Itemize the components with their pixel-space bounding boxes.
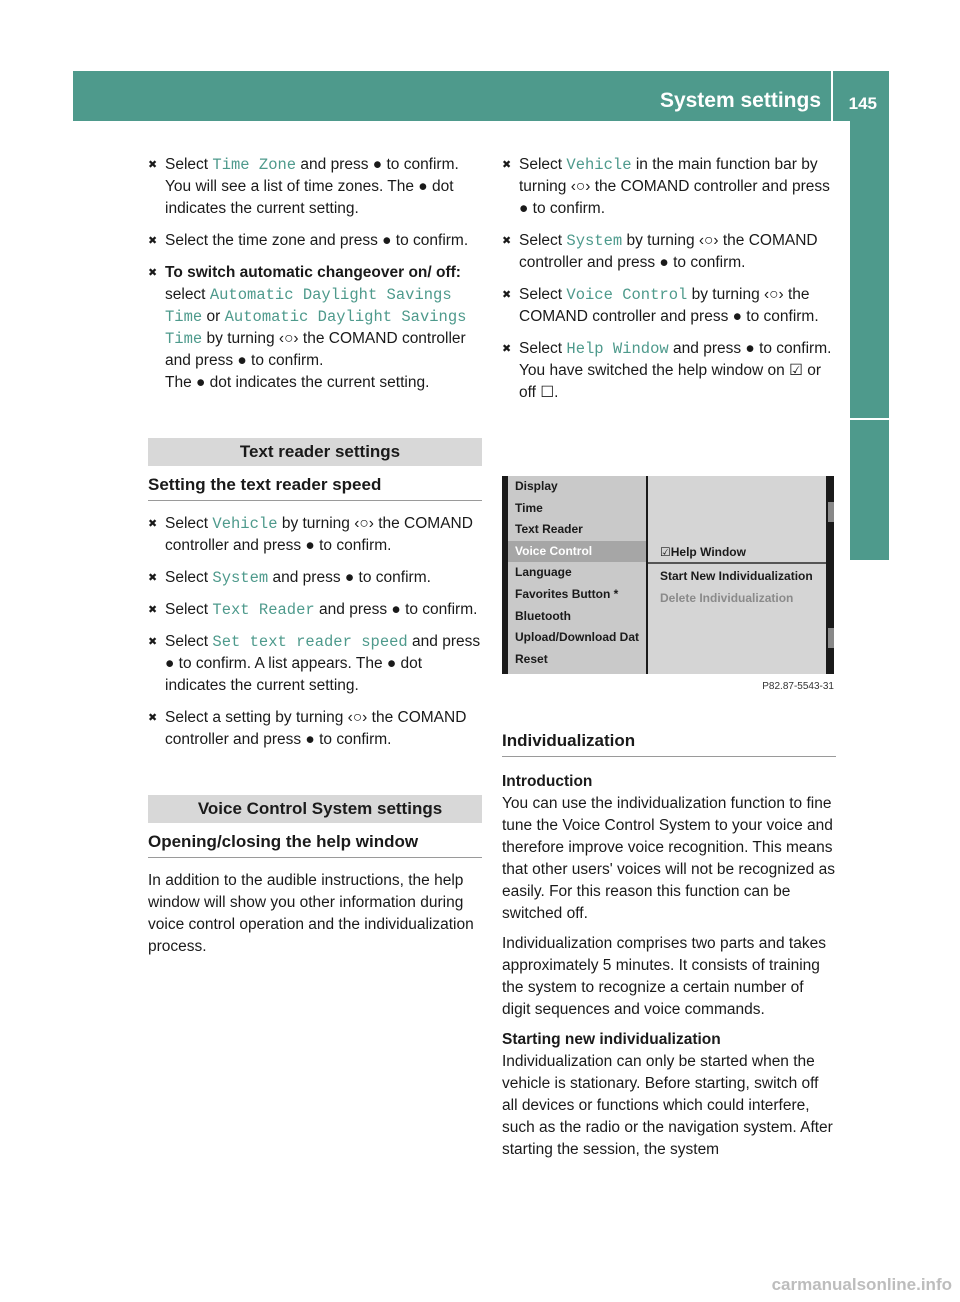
instruction-step: ✖ Select Help Window and press ● to confirm. You have switched the help window on ☑ or off ☐.	[502, 340, 832, 401]
step-arrow-icon: ✖	[502, 343, 512, 355]
step-arrow-icon: ✖	[148, 712, 158, 724]
comand-screenshot	[502, 476, 834, 698]
paragraph: You can use the individualization function to fine tune the Voice Control System to your voice and therefore improve voice recognition. This means that other users' voices will not be recognized as easily. For this reason this function can be switched off.	[502, 795, 835, 922]
screenshot-submenu	[648, 476, 826, 674]
instruction-step: ✖ Select Vehicle in the main function bar by turning ‹○› the COMAND controller and press ● to confirm.	[502, 156, 830, 217]
figure-code: P82.87-5543-31	[762, 681, 834, 692]
subsection-heading: Opening/closing the help window	[148, 823, 482, 858]
instruction-step: ✖ Select Time Zone and press ● to confirm. You will see a list of time zones. The ● dot indicates the current setting.	[148, 156, 459, 217]
menu-item-language: Language	[515, 565, 572, 580]
menu-item-voice-control: Voice Control	[508, 541, 646, 563]
scrollbar-thumb	[828, 628, 834, 648]
subsection-heading: Setting the text reader speed	[148, 466, 482, 501]
paragraph-heading: Starting new individualization	[502, 1031, 721, 1048]
paragraph: In addition to the audible instructions, the help window will show you other information during voice control operation and the individualization process.	[148, 872, 474, 955]
menu-item-time: Time	[515, 500, 543, 515]
page-number: 145	[848, 94, 877, 113]
paragraph: Individualization comprises two parts and takes approximately 5 minutes. It consists of training the system to recognize a certain number of digit sequences and voice commands.	[502, 935, 826, 1018]
step-arrow-icon: ✖	[148, 235, 158, 247]
right-column	[502, 154, 836, 414]
step-arrow-icon: ✖	[148, 572, 158, 584]
step-arrow-icon: ✖	[148, 518, 158, 530]
header-bar	[73, 71, 889, 121]
menu-item-display: Display	[515, 479, 558, 493]
submenu-start-individualization: Start New Individualization	[660, 569, 813, 583]
header-divider	[831, 71, 833, 121]
menu-item-favorites: Favorites Button *	[515, 586, 619, 601]
step-arrow-icon: ✖	[502, 289, 512, 301]
instruction-step-auto: ✖ To switch automatic changeover on/ off: select Automatic Daylight Savings Time or Automatic Daylight Savings Time by turning ‹○› the COMAND controller and press ● to confirm. The ● dot indicates the current setting.	[148, 264, 467, 391]
page-title: System settings	[659, 89, 821, 112]
menu-item-upload: Upload/Download Dat	[515, 630, 639, 645]
menu-item-bluetooth: Bluetooth	[515, 608, 571, 623]
instruction-step: ✖ Select a setting by turning ‹○› the COMAND controller and press ● to confirm.	[148, 709, 467, 748]
subsection-heading: Individualization	[502, 722, 836, 757]
section-heading: Text reader settings	[148, 438, 482, 466]
scrollbar-thumb	[828, 502, 834, 522]
paragraph: Individualization can only be started when the vehicle is stationary. Before starting, switch off all devices or functions which could interfere, such as the radio or the navigation system. After starting the session, the system	[502, 1053, 833, 1158]
step-arrow-icon: ✖	[148, 636, 158, 648]
left-column	[148, 154, 482, 966]
step-arrow-icon: ✖	[148, 604, 158, 616]
instruction-step: ✖ Select System by turning ‹○› the COMAND controller and press ● to confirm.	[502, 232, 818, 271]
step-arrow-icon: ✖	[502, 235, 512, 247]
instruction-step: ✖ Select Voice Control by turning ‹○› the COMAND controller and press ● to confirm.	[502, 286, 819, 325]
menu-item-text-reader: Text Reader	[515, 522, 583, 537]
instruction-step: ✖ Select System and press ● to confirm.	[148, 569, 431, 587]
instruction-step: ✖ Select Text Reader and press ● to confirm.	[148, 601, 478, 619]
submenu-help-window: ☑Help Window	[648, 542, 826, 564]
side-tab-label: COMAND	[902, 338, 924, 428]
instruction-step: ✖ Select Vehicle by turning ‹○› the COMAND controller and press ● to confirm.	[148, 515, 473, 554]
paragraph-heading: Introduction	[502, 773, 593, 790]
step-arrow-icon: ✖	[148, 267, 158, 279]
screenshot-menu	[508, 476, 646, 674]
side-bar	[850, 120, 889, 418]
menu-item-reset: Reset	[515, 651, 548, 666]
right-column-lower	[502, 722, 836, 1169]
submenu-delete-individualization: Delete Individualization	[660, 591, 794, 605]
side-tab	[850, 338, 924, 560]
instruction-step: ✖ Select Set text reader speed and press ● to confirm. A list appears. The ● dot indicates the current setting.	[148, 633, 481, 694]
watermark: carmanualsonline.info	[771, 1275, 952, 1294]
instruction-step: ✖ Select the time zone and press ● to confirm.	[148, 230, 482, 252]
step-arrow-icon: ✖	[148, 159, 158, 171]
section-heading: Voice Control System settings	[148, 795, 482, 823]
step-arrow-icon: ✖	[502, 159, 512, 171]
